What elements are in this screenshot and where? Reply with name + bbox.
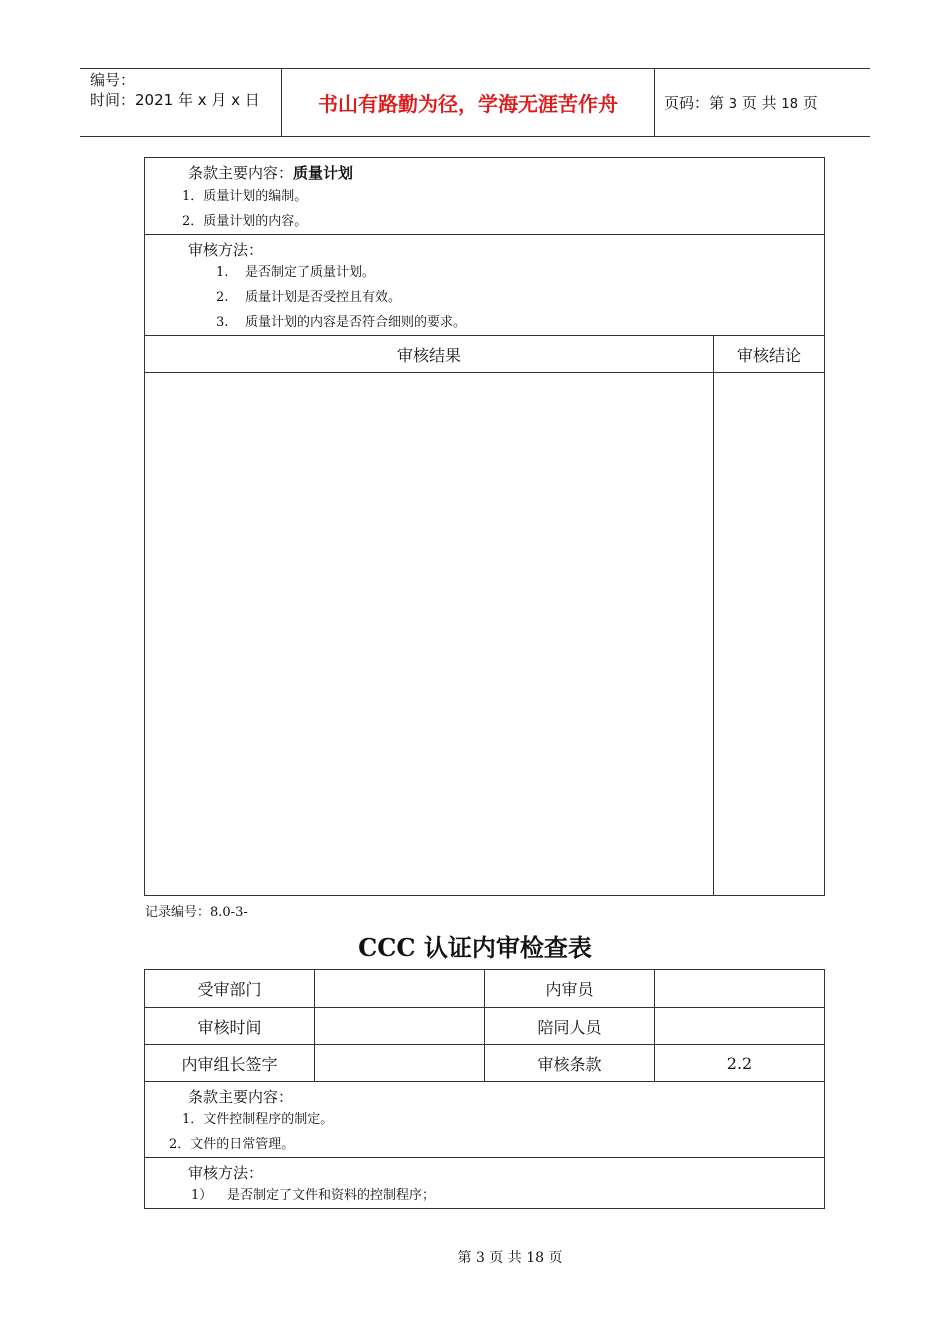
method-item	[145, 260, 824, 285]
form-clause-item: 2．文件的日常管理。	[169, 1137, 295, 1152]
audit-table-ccc	[144, 969, 825, 1209]
auditor-value[interactable]	[655, 970, 825, 1008]
escort-label: 陪同人员	[485, 1008, 655, 1045]
method-cell	[145, 235, 825, 336]
dept-label: 受审部门	[145, 970, 315, 1008]
method-label: 审核方法：	[188, 241, 264, 259]
header-bottom-rule	[80, 136, 870, 137]
page-current: 3	[728, 97, 738, 112]
clause-title: 质量计划	[293, 164, 354, 182]
header-motto: 书山有路勤为径，学海无涯苦作舟	[318, 91, 618, 116]
method-item-number: 3.	[216, 315, 229, 330]
auditor-label: 内审员	[485, 970, 655, 1008]
method-item-text: 质量计划的内容是否符合细则的要求。	[245, 315, 467, 330]
form-title: CCC 认证内审检查表	[358, 933, 592, 962]
page-total: 18	[781, 97, 798, 112]
form-clause-label: 条款主要内容：	[188, 1088, 294, 1106]
form-clause-cell	[145, 1082, 825, 1158]
form-method-item-number: 1）	[191, 1188, 213, 1203]
page-prefix: 页码：第	[664, 94, 725, 112]
form-method-label: 审核方法：	[188, 1164, 264, 1182]
audit-table-quality-plan	[144, 157, 825, 896]
result-cell[interactable]	[145, 373, 714, 896]
page-footer: 第 3 页 共 18 页	[457, 1250, 563, 1266]
record-number: 记录编号：8.0-3-	[145, 905, 248, 920]
doc-time-label: 时间：2021 年 x 月 x 日	[90, 91, 260, 109]
page-mid: 页 共	[741, 94, 777, 112]
clause-label: 条款主要内容：	[188, 164, 294, 182]
audit-clause-value[interactable]: 2.2	[655, 1045, 825, 1082]
method-item	[145, 310, 824, 335]
header-page-info	[664, 92, 818, 113]
method-item	[145, 285, 824, 310]
page-suffix: 页	[802, 94, 818, 112]
form-method-cell	[145, 1158, 825, 1209]
method-item-text: 是否制定了质量计划。	[245, 265, 376, 280]
clause-item: 2．质量计划的内容。	[182, 214, 308, 229]
clause-item: 1．质量计划的编制。	[182, 189, 308, 204]
result-header: 审核结果	[145, 336, 714, 373]
leader-sign-label: 内审组长签字	[145, 1045, 315, 1082]
conclusion-cell[interactable]	[714, 373, 825, 896]
method-item-number: 2.	[216, 290, 229, 305]
audit-time-label: 审核时间	[145, 1008, 315, 1045]
form-method-item	[145, 1183, 824, 1208]
leader-sign-value[interactable]	[315, 1045, 485, 1082]
audit-time-value[interactable]	[315, 1008, 485, 1045]
clause-cell	[145, 158, 825, 235]
doc-number-label: 编号：	[90, 71, 136, 89]
method-item-number: 1.	[216, 265, 229, 280]
form-method-item-text: 是否制定了文件和资料的控制程序；	[227, 1188, 436, 1203]
header-divider	[654, 68, 655, 136]
dept-value[interactable]	[315, 970, 485, 1008]
escort-value[interactable]	[655, 1008, 825, 1045]
form-clause-item: 1．文件控制程序的制定。	[182, 1112, 334, 1127]
audit-clause-label: 审核条款	[485, 1045, 655, 1082]
conclusion-header: 审核结论	[714, 336, 825, 373]
method-item-text: 质量计划是否受控且有效。	[245, 290, 402, 305]
header-meta	[90, 70, 260, 110]
